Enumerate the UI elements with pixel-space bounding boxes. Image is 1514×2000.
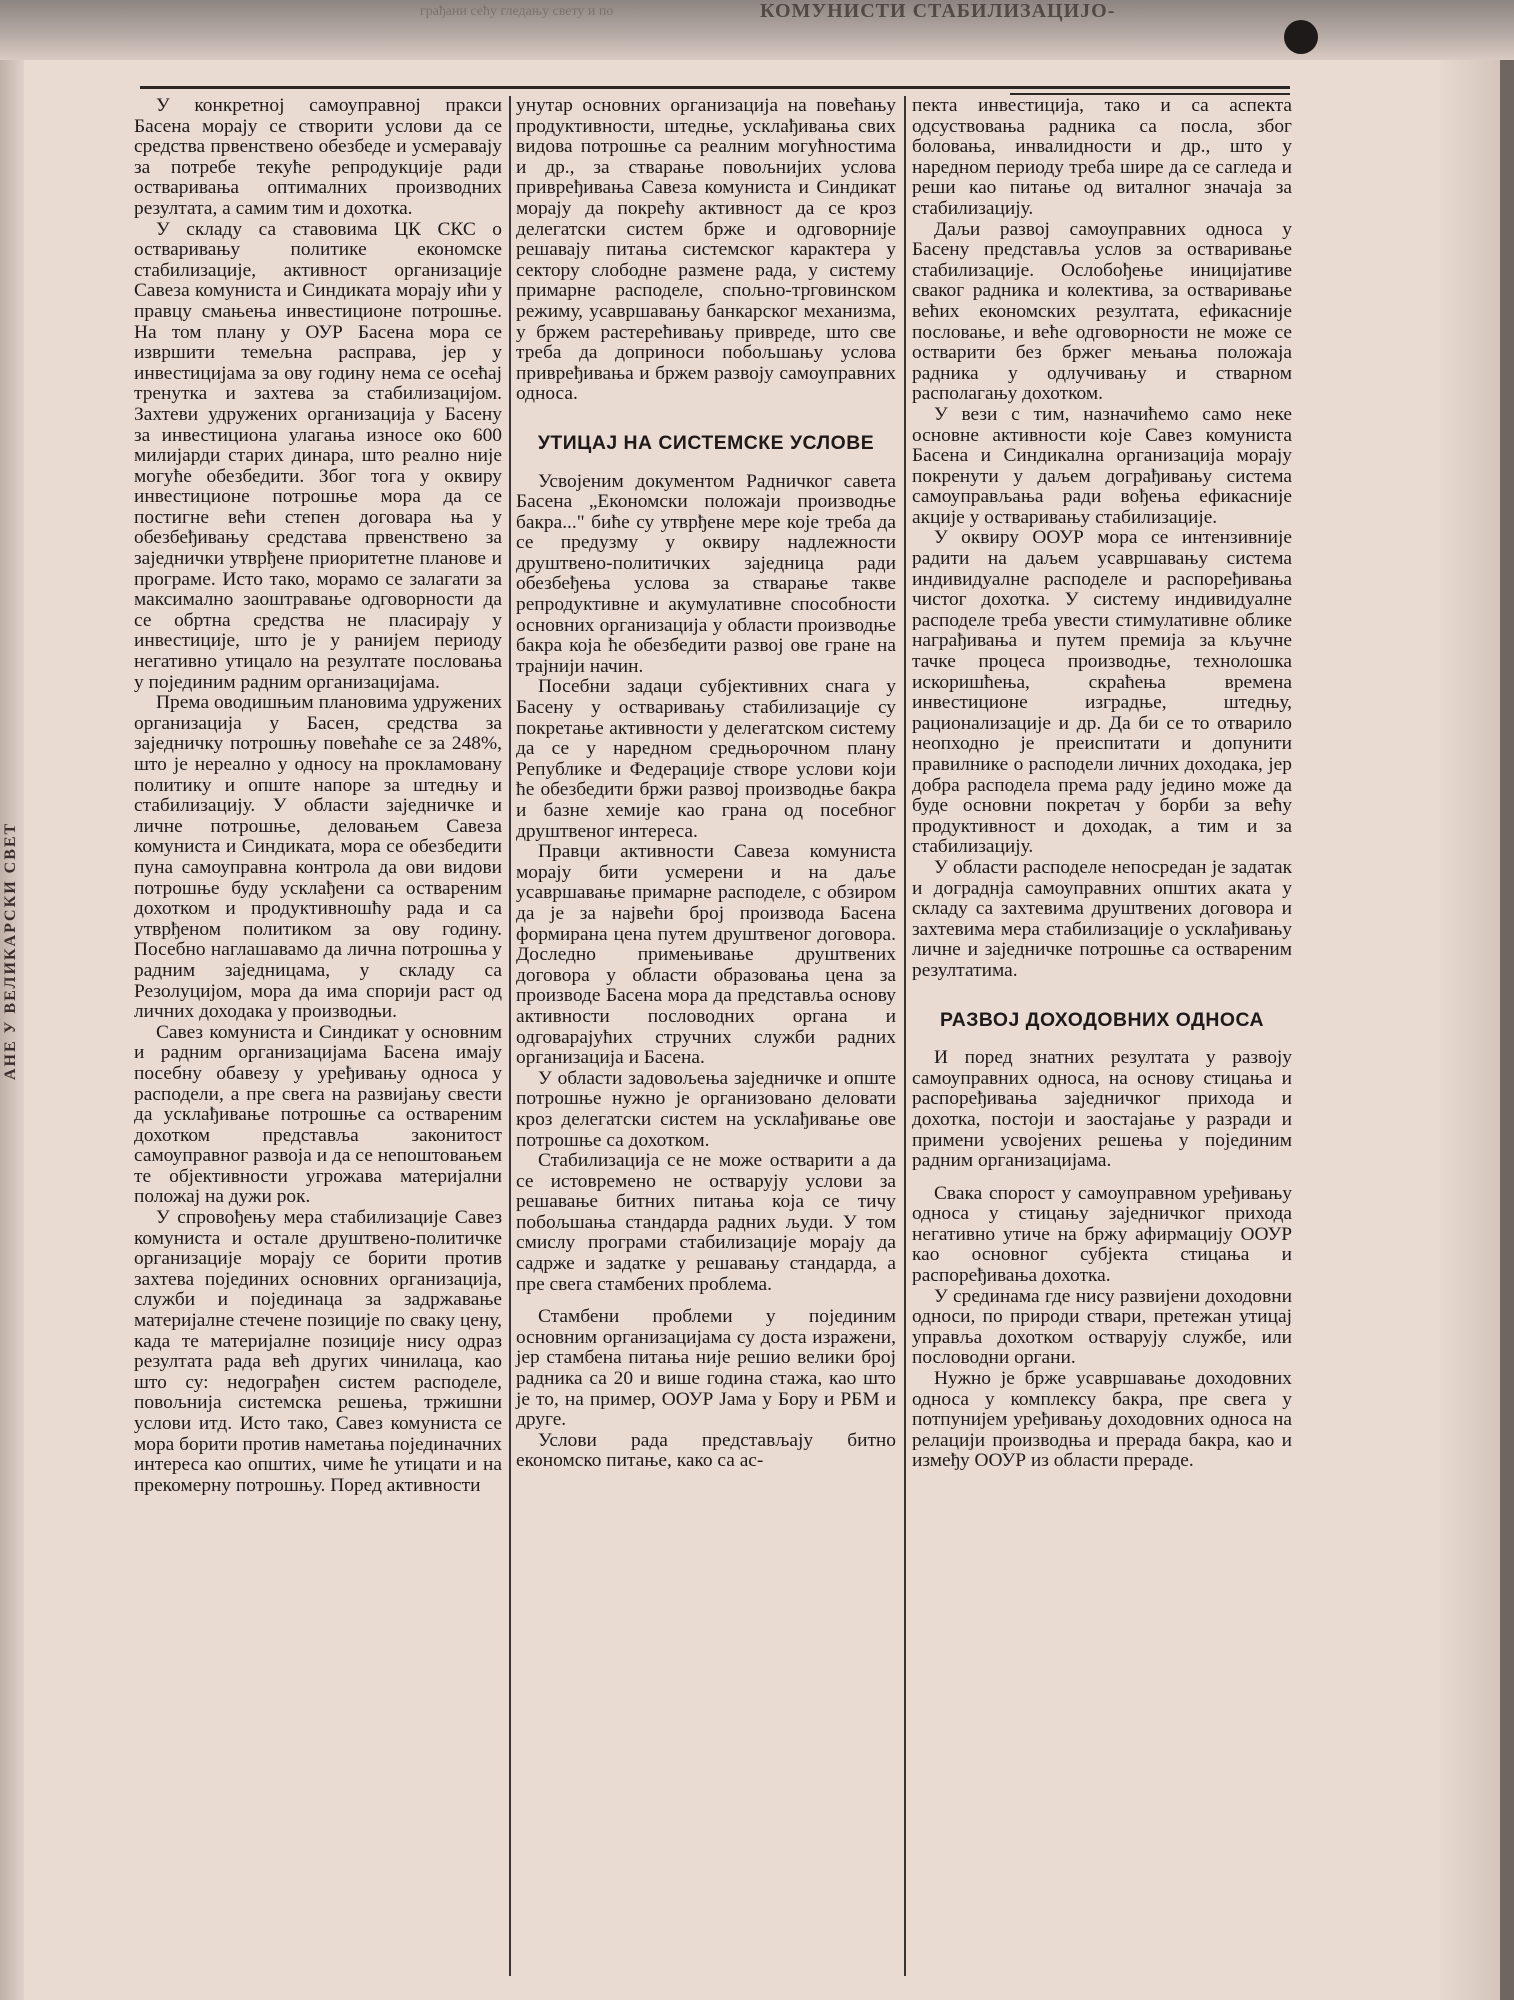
spacer bbox=[516, 405, 896, 433]
paragraph: Усвојеним документом Радничког савета Басена „Економски положаји производње бакра..." биће су утврђене мере које треба да се предузму у оквиру надлежности друштвено-политичких заједница ради обезбеђења услова за стварање такве репродуктивне и акумулативне способности основних организација у области производње бакра која ће обезбедити развој ове гране на трајнији начин. bbox=[516, 470, 896, 677]
right-page-edge bbox=[1440, 60, 1500, 2000]
paragraph: У оквиру ООУР мора се интензивније радити на даљем усавршавању система индивидуалне расподеле и распоређивања чистог дохотка. У систему индивидуалне расподеле треба увести стимулативне облике награђивања и путем премија за кључне тачке процеса производње, технолошка искоришћења, скраћења времена инвестиционе изградње, штедњу, рационализације и др. Да би се то отварило неопходно је преиспитати и допунити правилнике о расподели личних доходака, јер добра расподела према раду једино може да буде основни покретач у борби за већу продуктивност и доходак, а тим и за стабилизацију. bbox=[912, 527, 1292, 858]
paragraph: Према оводишњим плановима удружених организација у Басен, средства за заједничку потрошњу повећаће се за 248%, што је нереално у односу на прокламовану политику и опште напоре за штедњу и стабилизацију. У области заједничке и личне потрошње, деловањем Савеза комуниста и Синдиката, мора се обезбедити пуна самоуправна контрола да ови видови потрошње буду усклађени са оствареним дохотком и продуктивношћу рада и са утврђеном политиком за ову годину. Посебно наглашавамо да лична потрошња у радним заједницама, у складу са Резолуцијом, мора да има спорији раст од личних доходака у производњи. bbox=[134, 692, 502, 1023]
paragraph: У вези с тим, назначићемо само неке основне активности које Савез комуниста Басена и Синдикална организација морају покренути у даљем дограђивању система самоуправљања ради вођења ефикасније акције у остваривању стабилизације. bbox=[912, 403, 1292, 528]
spacer bbox=[912, 982, 1292, 1010]
top-rule bbox=[140, 86, 1290, 89]
column-2 bbox=[516, 96, 896, 1472]
column-3 bbox=[912, 96, 1292, 1472]
paragraph: Правци активности Савеза комуниста морају бити усмерени и на даље усавршавање примарне расподеле, с обзиром да је за највећи број производа Басена формирана цена путем друштвеног договора. Доследно примењивање друштвених договора у области образовања цена за производе Басена мора да представља основу активности пословодних органа и одговарајућих стручних служби радних организација и Басена. bbox=[516, 841, 896, 1069]
paragraph: Стабилизација се не може остварити а да се истовремено не остварују услови за решавање битних питања која се тичу побољшања стандарда радних људи. У том смислу програми стабилизације морају да садрже и задатке у решавању стандарда, а пре свега стамбених проблема. bbox=[516, 1150, 896, 1295]
paragraph: У срединама где нису развијени доходовни односи, по природи ствари, претежан утицај управља дохотком остварују службе, или пословодни органи. bbox=[912, 1285, 1292, 1369]
paragraph: У спровођењу мера стабилизације Савез комуниста и остале друштвено-политичке организације морају се борити против захтева појединих основних организација, служби и појединаца за задржавање материјалне стечене позиције по сваку цену, када те материјалне позиције нису одраз резултата рада већ других чинилаца, као што су: недограђен систем расподеле, повољнија системска решења, тржишни услови итд. Исто тако, Савез комуниста се мора борити против наметања појединачних интереса као општих, чиме ће утицати и на прекомерну потрошњу. Поред активности bbox=[134, 1207, 502, 1496]
column-1 bbox=[134, 96, 502, 1496]
paragraph: У области расподеле непосредан је задатак и дограднја самоуправних општих аката у складу са захтевима друштвених договора и захтевима мера стабилизације о усклађивању личне и заједничке потрошње са оствареним резултатима. bbox=[912, 856, 1292, 981]
column-divider-1 bbox=[509, 96, 511, 1976]
column-divider-2 bbox=[904, 96, 906, 1976]
paragraph: И поред знатних резултата у развоју самоуправних односа, на основу стицања и распоређивања заједничког прихода и дохотка, постоји и заостајање у разради и примени усвојених решења у појединим радним организацијама. bbox=[912, 1047, 1292, 1172]
paragraph: Услови рада представљају битно економско питање, како са ас- bbox=[516, 1429, 896, 1472]
paragraph: Стамбени проблеми у појединим основним организацијама су доста изражени, јер стамбена питања није решио велики број радника са 20 и више година стажа, као што је то, на пример, ООУР Јама у Бору и РБМ и друге. bbox=[516, 1306, 896, 1431]
paragraph: У конкретној самоуправној пракси Басена морају се створити услови да се средства првенствено обезбеде и усмеравају за потребе текуће репродукције ради остваривања оптималних производних резултата, а самим тим и дохотка. bbox=[134, 95, 502, 219]
paragraph: Нужно је брже усавршавање доходовних односа у комплексу бакра, пре свега у потпунијем уређивању доходовних односа на релацији производња и прерада бакра, као и између ООУР из области прераде. bbox=[912, 1368, 1292, 1472]
bleed-through-text: грађани сећу гледању свету и по bbox=[420, 4, 614, 19]
paragraph: Посебни задаци субјективних снага у Басену у остваривању стабилизације су покретање активности у делегатском систему да се у наредном средњорочном плану Републике и Федерације створе услови који ће обезбедити бржи развој производње бакра и базне хемије као грана од посебног друштвеног интереса. bbox=[516, 676, 896, 842]
spacer bbox=[912, 1030, 1292, 1048]
section-heading: РАЗВОЈ ДОХОДОВНИХ ОДНОСА bbox=[940, 1008, 1264, 1031]
paragraph: Савез комуниста и Синдикат у основним и радним организацијама Басена имају посебну обавезу у уређивању односа у расподели, а пре свега на развијању свести да усклађивање потрошње са оствареним дохотком представља законитост самоуправног развоја и да се непоштовањем те објективности угрожава материјални положај на дужи рок. bbox=[134, 1021, 502, 1208]
paragraph: У складу са ставовима ЦК СКС о остваривању политике економске стабилизације, активност организације Савеза комуниста и Синдиката морају ићи у правцу смањења инвестиционе потрошње. На том плану у ОУР Басена мора се извршити темељна расправа, јер у инвестицијама за ову годину нема се осећај тренутка и захтева за стабилизацијом. Захтеви удружених организација у Басену за инвестициона улагања износе око 600 милијарди старих динара, што реално није могуће обезбедити. Због тога у оквиру инвестиционе потрошње мора да се постигне већи степен договара ња у обезбеђивању средстава првенствено за заједнички утврђене приоритетне планове и програме. Исто тако, морамо се залагати за максимално заоштравање одговорности да се обртна средства не пласирају у инвестиције, што је у ранијем периоду негативно утицало на резултате пословања у појединим радним организацијама. bbox=[134, 218, 502, 693]
left-page-edge bbox=[0, 60, 24, 2000]
spine-text: АНЕ У ВЕЛИКАРСКИ СВЕТ bbox=[2, 821, 19, 1080]
binding-hole bbox=[1284, 20, 1318, 54]
paragraph: У области задовољења заједничке и опште потрошње нужно је организовано деловати кроз делегатски систем на усклађивање ове потрошње са дохотком. bbox=[516, 1067, 896, 1151]
paragraph: Свака спорост у самоуправном уређивању односа у стицању заједничког прихода негативно утиче на бржу афирмацију ООУР као основног субјекта стицања и распоређивања дохотка. bbox=[912, 1182, 1292, 1287]
running-header: КОМУНИСТИ СТАБИЛИЗАЦИЈО- bbox=[760, 0, 1116, 22]
spacer bbox=[516, 454, 896, 472]
paragraph: пекта инвестиција, тако и са аспекта одсуствовања радника са посла, због боловања, инвалидности и др., што у наредном периоду треба шире да се сагледа и реши као питање од виталног значаја за стабилизацију. bbox=[912, 95, 1292, 219]
section-heading: УТИЦАЈ НА СИСТЕМСКЕ УСЛОВЕ bbox=[537, 431, 875, 454]
paragraph: унутар основних организација на повећању продуктивности, штедње, усклађивања свих видова потрошње са реалним могућностима и др., за стварање повољнијих услова привређивања Савеза комуниста и Синдикат морају да покрећу активност да се кроз делегатски систем брже и одговорније решавају питања системског карактера у сектору слободне размене рада, у систему примарне расподеле, спољно-трговинском режиму, усавршавању банкарског механизма, у бржем растерећивању привреде, што све треба да доприноси побољшању услова привређивања и бржем развоју самоуправних односа. bbox=[516, 95, 896, 405]
spacer bbox=[912, 1172, 1292, 1184]
paragraph: Даљи развој самоуправних односа у Басену представља услов за остваривање стабилизације. Ослобођење иницијативе сваког радника и колектива, за остваривање већих економских резултата, ефикасније пословање, и веће одговорности не може се остварити без бржег мењања положаја радника у одлучивању и стварном располагању дохотком. bbox=[912, 218, 1292, 405]
